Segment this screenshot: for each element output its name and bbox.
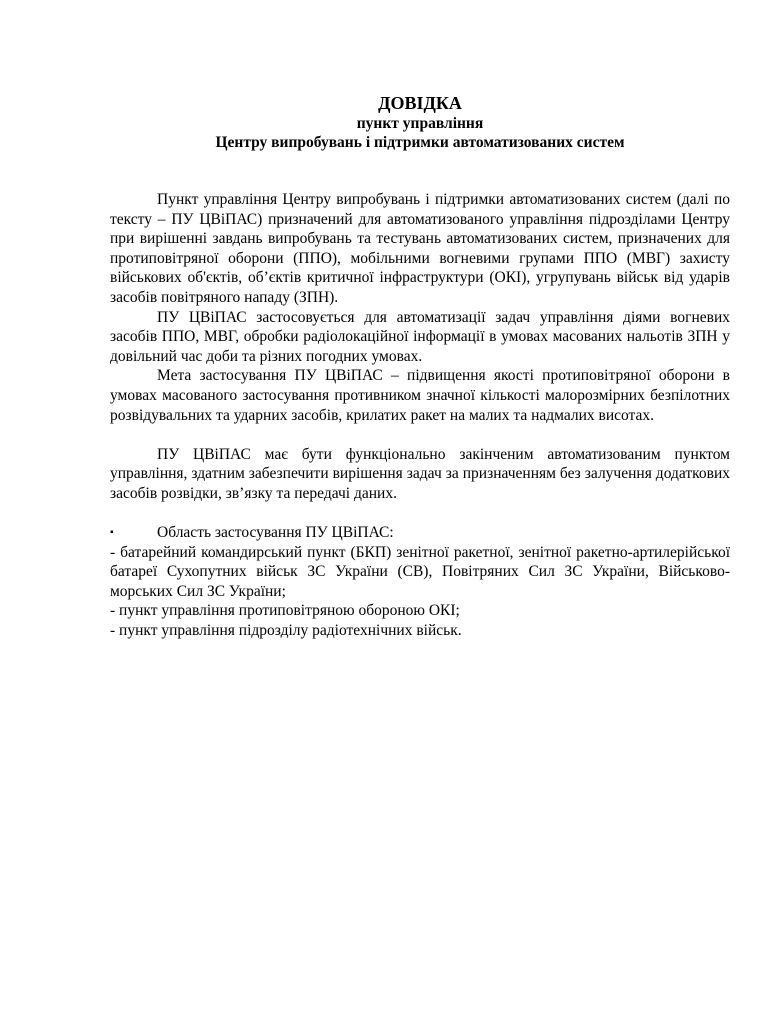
list-item-battery-command-post: - батарейний командирський пункт (БКП) зенітної ракетної, зенітної ракетно-артилерійської батареї Сухопутних військ ЗС України (СВ), Повітряних Сил ЗС України, Військово-морських Сил ЗС України; [110,543,730,600]
paragraph-application: ПУ ЦВіПАС застосовується для автоматизації задач управління діями вогневих засобів ППО, МВГ, обробки радіолокаційної інформації в умовах масованих нальотів ЗПН у довільний час доби та різних погодних умовах. [110,308,730,365]
blank-line [110,504,730,524]
blank-line [110,425,730,445]
square-bullet-icon: ▪ [110,527,114,539]
title-spacer [110,152,730,190]
paragraph-requirements: ПУ ЦВіПАС має бути функціонально закінченим автоматизованим пунктом управління, здатним забезпечити вирішення задач за призначенням без залучення додаткових засобів розвідки, зв’язку та передачі даних. [110,445,730,502]
document-subtitle-line-1: пункт управління [356,115,484,132]
document-subtitle-line-2: Центру випробувань і підтримки автоматизованих систем [215,134,625,151]
bullet-heading [110,523,730,543]
paragraph-goal: Мета застосування ПУ ЦВіПАС – підвищення якості протиповітряної оборони в умовах масованого застосування противником значної кількості малорозмірних безпілотних розвідувальних та ударних засобів, крилатих ракет на малих та надмалих висотах. [110,367,730,424]
paragraph-purpose: Пункт управління Центру випробувань і підтримки автоматизованих систем (далі по тексту – ПУ ЦВіПАС) призначений для автоматизованого управління підрозділами Центру при вирішенні завдань випробувань та тестувань автоматизованих систем, призначених для протиповітряної оборони (ППО), мобільними вогневими групами ППО (МВГ) захисту військових об'єктів, об’єктів критичної інфраструктури (ОКІ), угрупувань військ від ударів засобів повітряного нападу (ЗПН). [110,191,730,306]
bullet-heading-text: Область застосування ПУ ЦВіПАС: [157,524,394,542]
list-item-air-defense-control-post: - пункт управління протиповітряною обороною ОКІ; [110,602,460,620]
list-item-radio-technical-control-post: - пункт управління підрозділу радіотехнічних військ. [110,622,462,640]
document-content [110,92,730,641]
document-title: ДОВІДКА [378,93,462,113]
